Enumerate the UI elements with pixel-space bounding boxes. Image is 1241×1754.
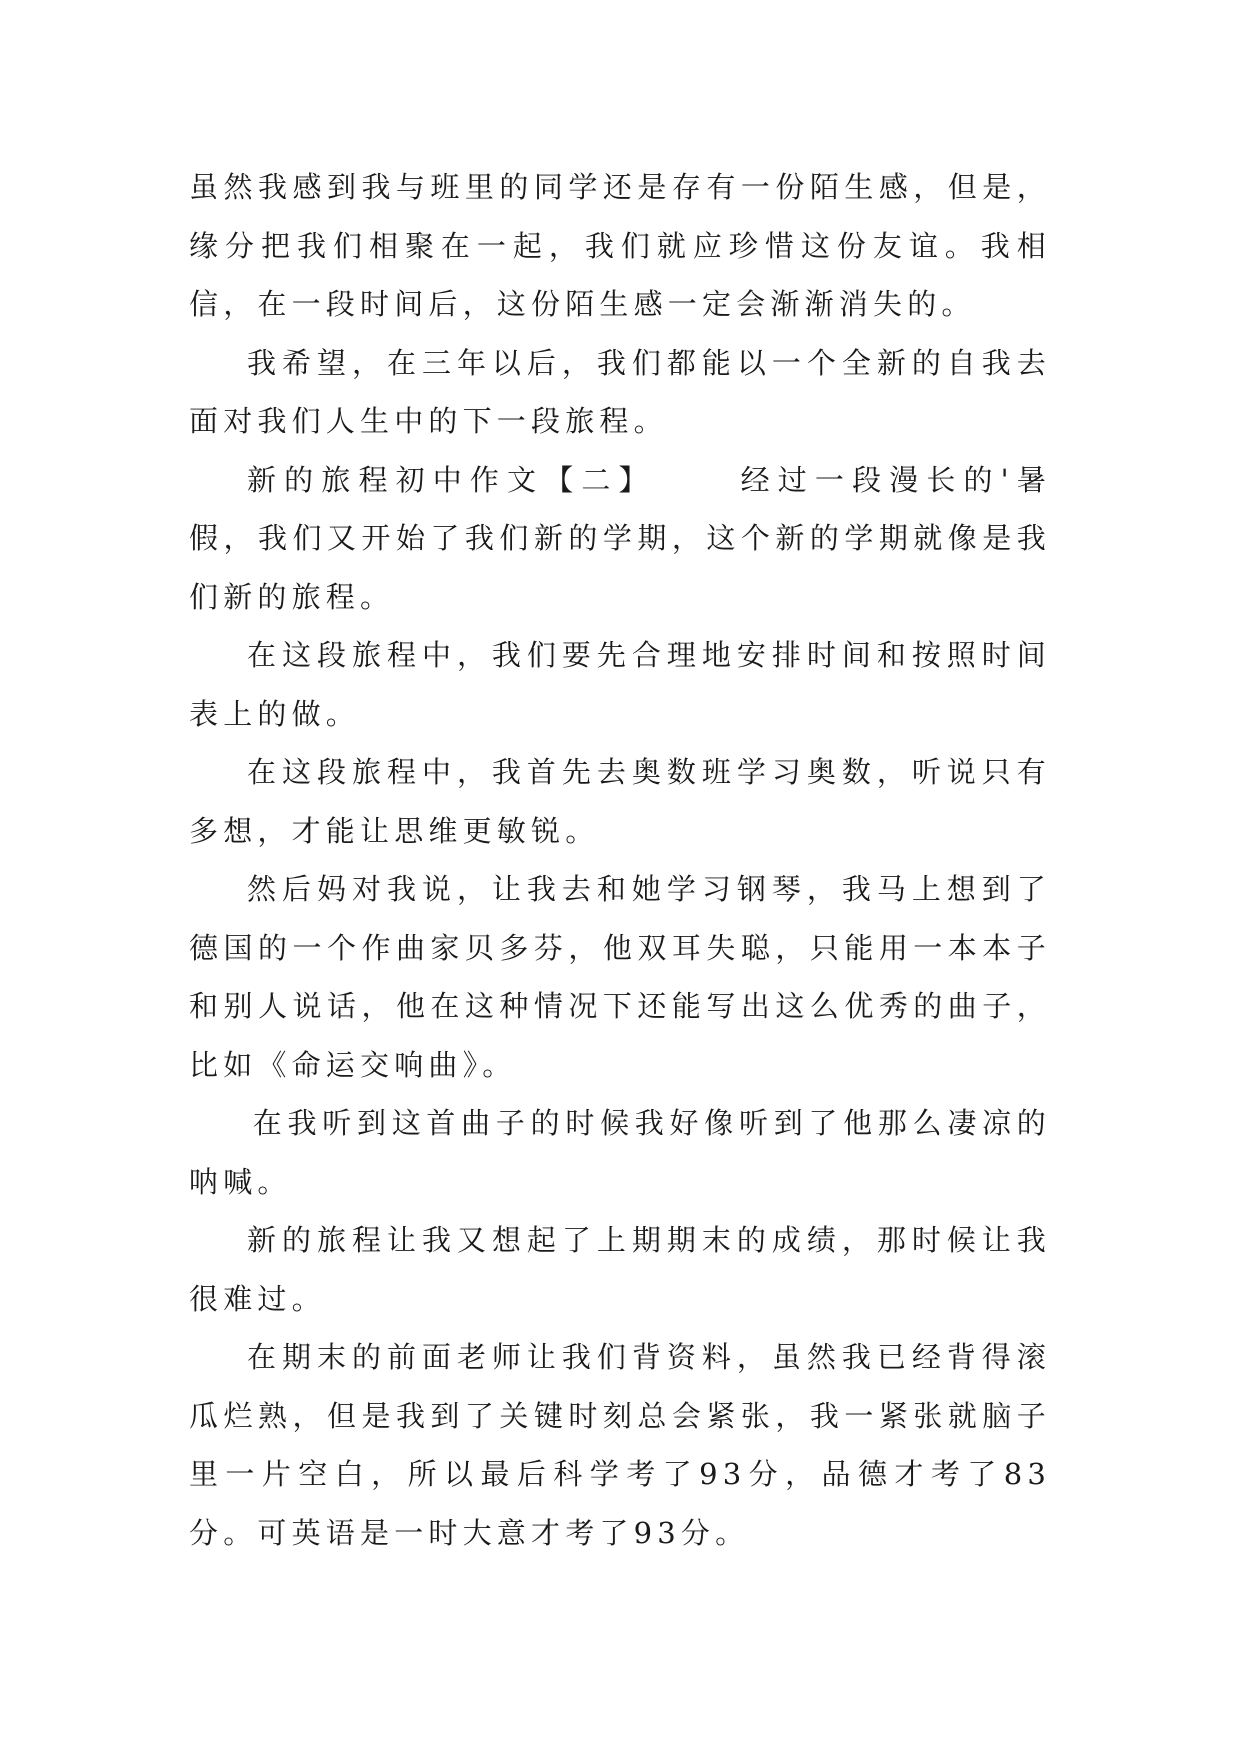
paragraph-3: 在这段旅程中，我们要先合理地安排时间和按照时间表上的做。 (189, 638, 1051, 731)
document-body (189, 158, 1051, 1562)
paragraph-1: 虽然我感到我与班里的同学还是存有一份陌生感，但是，缘分把我们相聚在一起，我们就应珍惜这份友谊。我相信，在一段时间后，这份陌生感一定会渐渐消失的。 (189, 170, 1051, 321)
paragraph-2: 我希望，在三年以后，我们都能以一个全新的自我去面对我们人生中的下一段旅程。 (189, 345, 1051, 438)
paragraph-7: 新的旅程让我又想起了上期期末的成绩，那时候让我很难过。 (189, 1223, 1051, 1316)
section-heading-paragraph (189, 451, 1051, 627)
paragraph-4: 在这段旅程中，我首先去奥数班学习奥数，听说只有多想，才能让思维更敏锐。 (189, 755, 1051, 848)
section-heading-continuation: 经过一段漫长的'暑假，我们又开始了我们新的学期，这个新的学期就像是我们新的旅程。 (189, 462, 1052, 614)
paragraph-8: 在期末的前面老师让我们背资料，虽然我已经背得滚瓜烂熟，但是我到了关键时刻总会紧张，我一紧张就脑子里一片空白，所以最后科学考了93分，品德才考了83分。可英语是一时大意才考了93分。 (189, 1340, 1051, 1550)
section-heading: 新的旅程初中作文【二】 (247, 462, 656, 497)
paragraph-6: 在我听到这首曲子的时候我好像听到了他那么凄凉的呐喊。 (189, 1106, 1051, 1199)
paragraph-5: 然后妈对我说，让我去和她学习钢琴，我马上想到了德国的一个作曲家贝多芬，他双耳失聪，只能用一本本子和别人说话，他在这种情况下还能写出这么优秀的曲子，比如《命运交响曲》。 (189, 872, 1051, 1082)
